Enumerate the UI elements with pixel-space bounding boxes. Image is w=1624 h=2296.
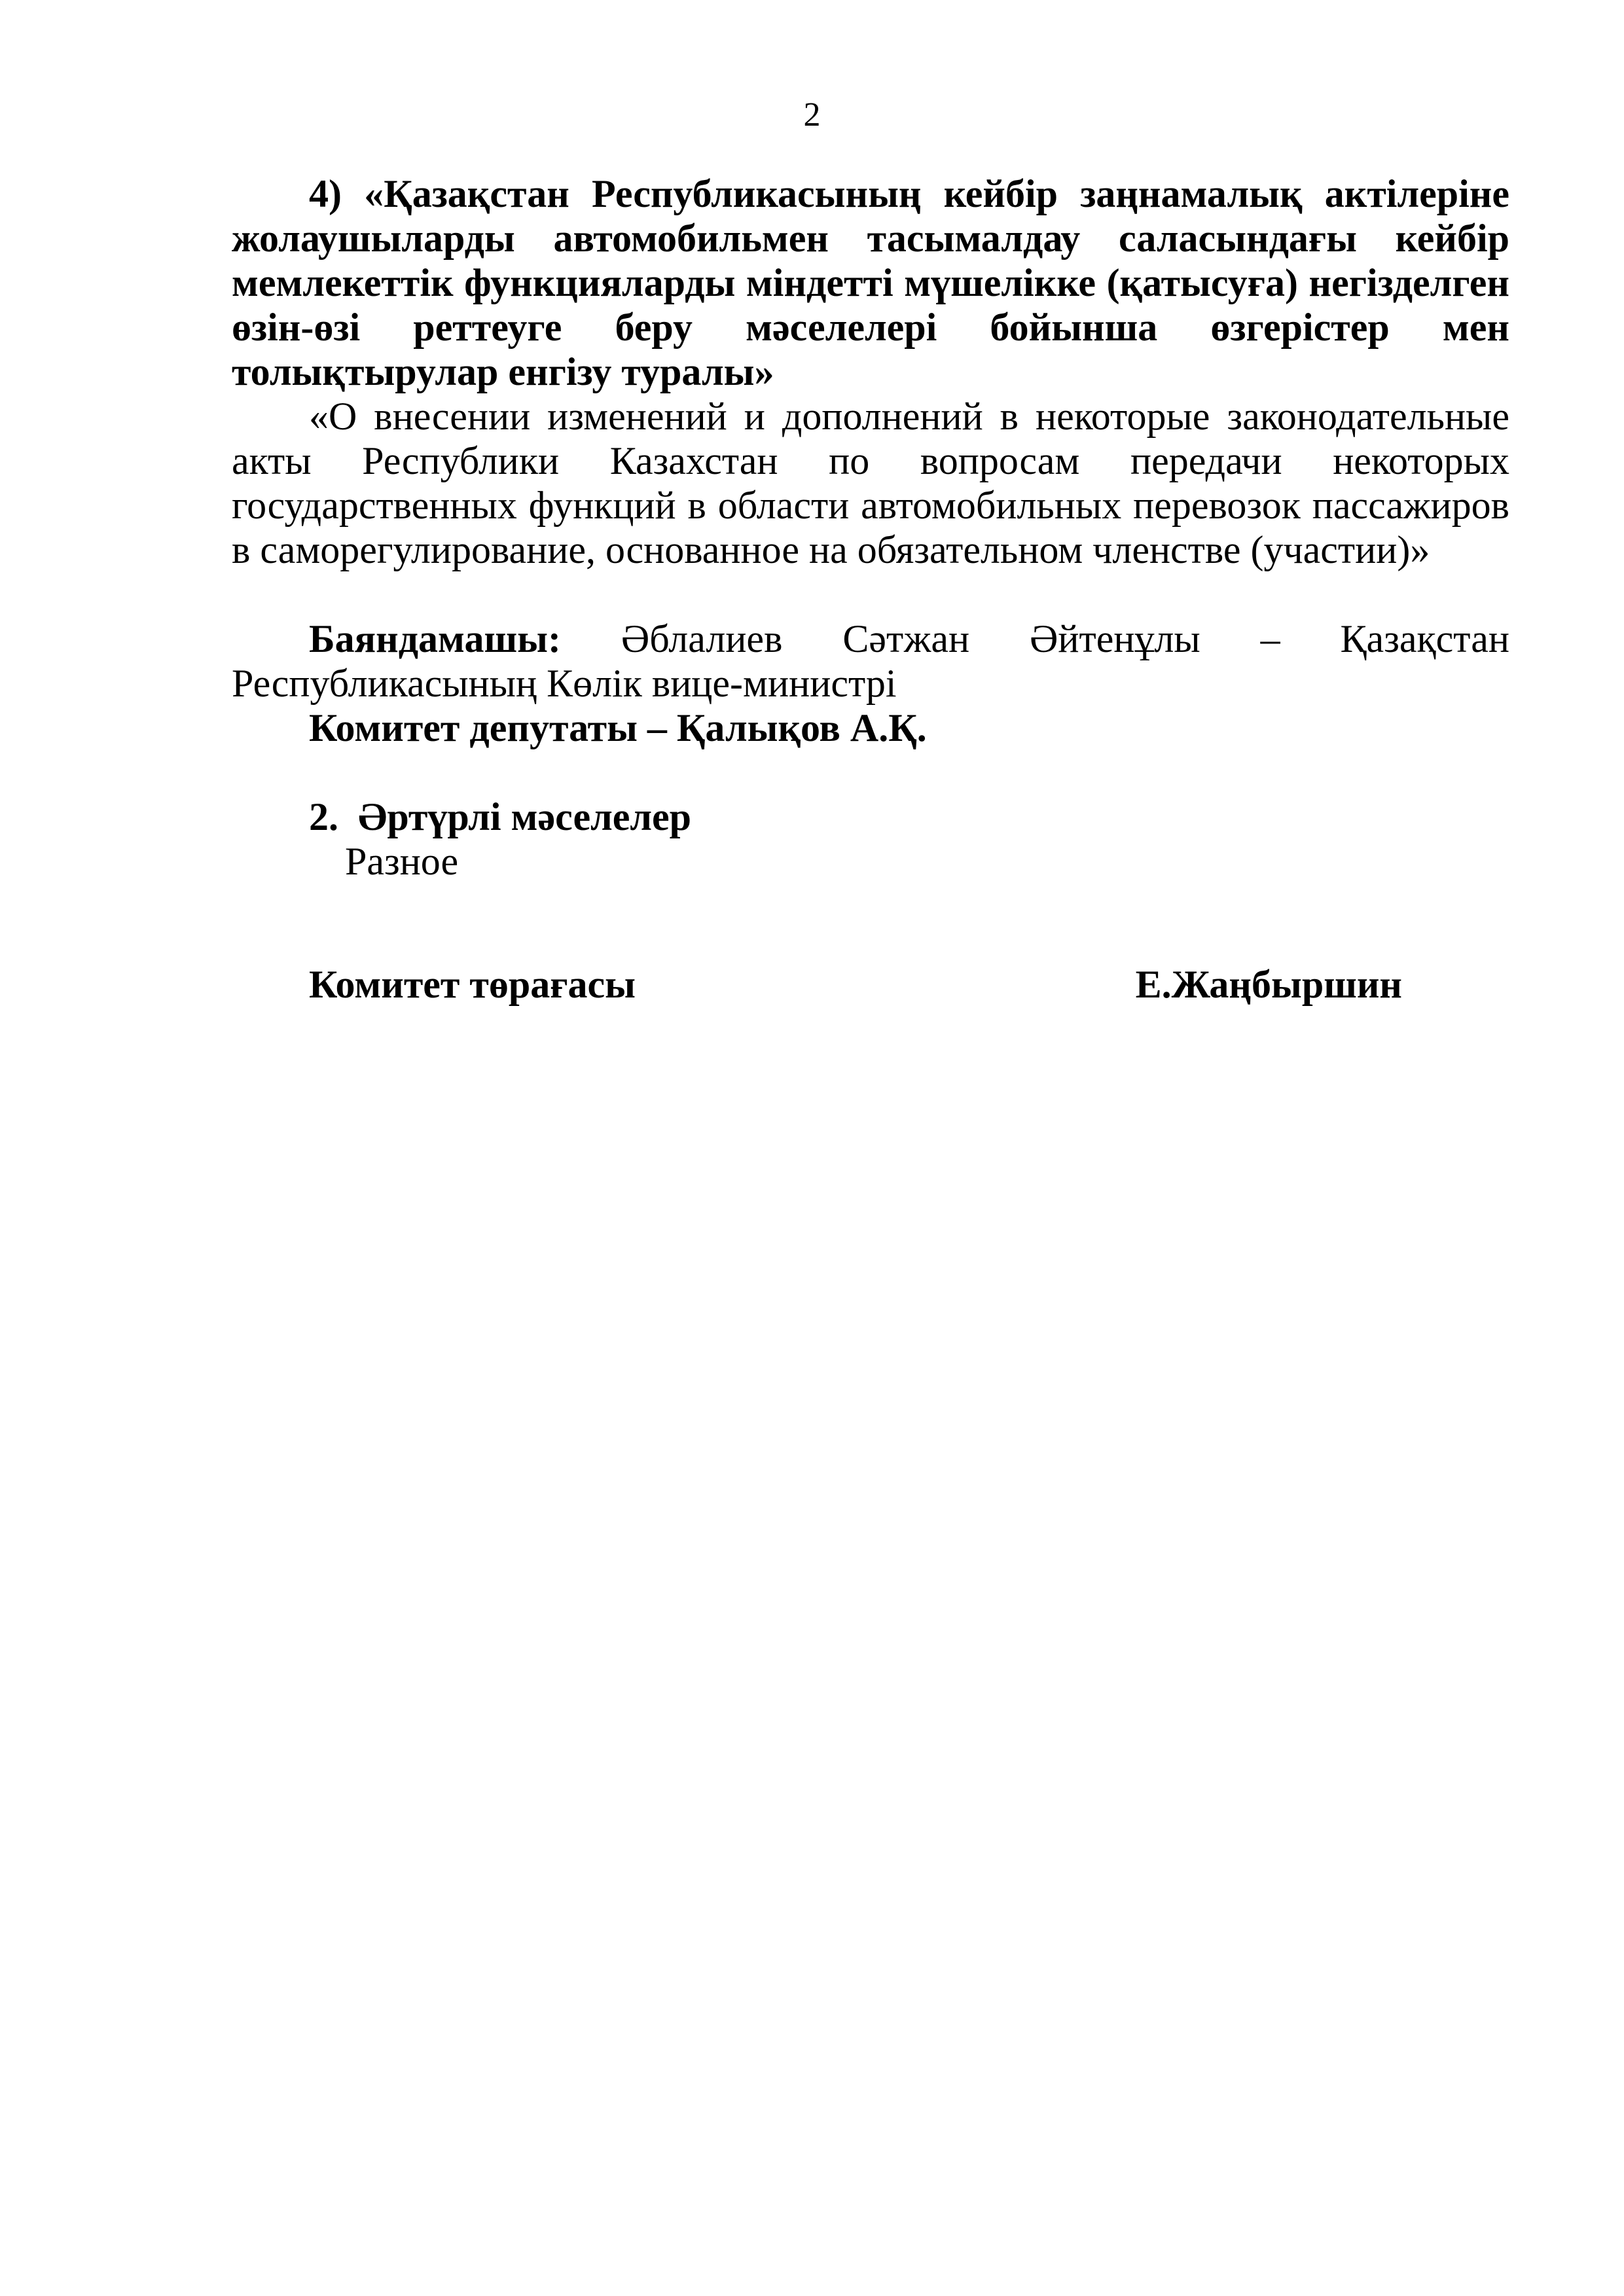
agenda-item-2-title-russian: Разное — [345, 840, 459, 883]
page-number: 2 — [803, 96, 821, 134]
committee-deputy: Комитет депутаты – Қалықов А.Қ. — [309, 706, 927, 749]
speaker-line — [232, 617, 1509, 706]
signature-role: Комитет төрағасы — [309, 963, 636, 1006]
signature-name: Е.Жаңбыршин — [1135, 963, 1402, 1006]
document-body — [232, 171, 1509, 884]
spacer — [232, 750, 1509, 795]
spacer — [232, 572, 1509, 617]
speaker-label: Баяндамашы: — [309, 617, 561, 660]
agenda-item-4-title-russian: «О внесении изменений и дополнений в некоторые законодательные акты Республики Казахстан по вопросам передачи некоторых государственных функций в области автомобильных перевозок пассажиров в саморегулирование, основанное на обязательном членстве (участии)» — [232, 395, 1509, 571]
agenda-item-4-title-kazakh: 4) «Қазақстан Республикасының кейбір заңнамалық актілеріне жолаушыларды автомобильмен тасымалдау саласындағы кейбір мемлекеттік функцияларды міндетті мүшелікке (қатысуға) негізделген өзін-өзі реттеуге беру мәселелері бойынша өзгерістер мен толықтырулар енгізу туралы» — [232, 172, 1509, 393]
agenda-item-2-number: 2. — [309, 795, 338, 838]
agenda-item-2-title-kazakh: Әртүрлі мәселелер — [358, 795, 692, 838]
speaker-text: Әблалиев Сәтжан Әйтенұлы – Қазақстан Республикасының Көлік вице-министрі — [232, 617, 1509, 705]
agenda-item-2-title — [232, 795, 1509, 839]
